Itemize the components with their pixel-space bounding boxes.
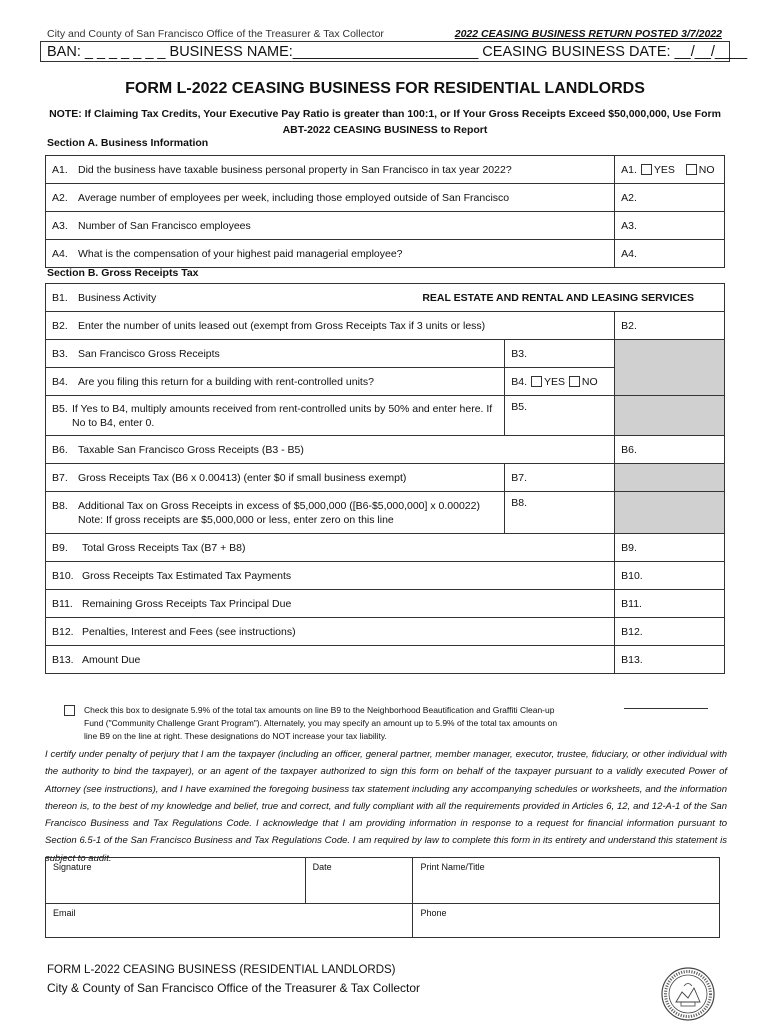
section-b-title: Section B. Gross Receipts Tax [47, 267, 199, 279]
b10-answer-field[interactable]: B10. [615, 562, 725, 590]
row-label: Business Activity [78, 291, 157, 304]
a4-answer-field[interactable]: A4. [615, 240, 725, 268]
row-number: A2. [52, 191, 68, 204]
section-a-title: Section A. Business Information [47, 137, 209, 149]
table-row [46, 646, 725, 674]
row-number: B2. [52, 319, 68, 332]
community-grant-designation [64, 704, 624, 743]
b3-answer-field[interactable]: B3. [505, 340, 615, 368]
row-label-cont: Note: If gross receipts are $5,000,000 or less, enter zero on this line [78, 513, 394, 526]
signature-label: Signature [53, 862, 92, 872]
table-row [46, 534, 725, 562]
designation-checkbox[interactable] [64, 705, 75, 716]
row-number: A3. [52, 219, 68, 232]
b2-answer-field[interactable]: B2. [615, 312, 725, 340]
row-label: Number of San Francisco employees [78, 219, 251, 232]
row-number: B8. [52, 499, 68, 512]
row-label: Additional Tax on Gross Receipts in excess of $5,000,000 ([B6-$5,000,000] x 0.00022) [78, 499, 480, 512]
form-title: FORM L-2022 CEASING BUSINESS FOR RESIDENTIAL LANDLORDS [125, 80, 645, 97]
table-row [46, 618, 725, 646]
email-label: Email [53, 908, 76, 918]
form-note: NOTE: If Claiming Tax Credits, Your Executive Pay Ratio is greater than 100:1, or If Your Gross Receipts Exceed $50,000,000, Use Form ABT-2022 CEASING BUSINESS to Report [49, 108, 721, 136]
b6-answer-field[interactable]: B6. [615, 436, 725, 464]
no-label: NO [698, 163, 715, 176]
row-number: B6. [52, 443, 68, 456]
print-name-field[interactable] [413, 858, 720, 904]
table-row [46, 464, 725, 492]
section-a-table [45, 155, 725, 268]
designation-amount-line[interactable] [624, 708, 708, 709]
row-number: A4. [52, 247, 68, 260]
table-row [46, 492, 725, 534]
posted-date-header: 2022 CEASING BUSINESS RETURN POSTED 3/7/2022 [454, 28, 722, 40]
signature-field[interactable] [46, 858, 306, 904]
row-number: B3. [52, 347, 68, 360]
row-label: Penalties, Interest and Fees (see instructions) [82, 625, 296, 638]
row-number: B4. [52, 375, 68, 388]
designation-text-line: line B9 on the line at right. These designations do NOT increase your tax liability. [84, 731, 387, 741]
shaded-cell [615, 396, 725, 436]
designation-text-line: Check this box to designate 5.9% of the total tax amounts on line B9 to the Neighborhood Beautification and Graffiti Clean-up [84, 705, 555, 715]
b7-answer-field[interactable]: B7. [505, 464, 615, 492]
table-row [46, 284, 725, 312]
row-number: B10. [52, 569, 74, 582]
phone-field[interactable] [413, 904, 720, 938]
signature-block [45, 857, 720, 938]
table-row [46, 396, 725, 436]
row-label: Average number of employees per week, including those employed outside of San Francisco [78, 191, 510, 204]
row-number: B13. [52, 653, 74, 666]
a3-answer-field[interactable]: A3. [615, 212, 725, 240]
row-number: B7. [52, 471, 68, 484]
table-row [46, 562, 725, 590]
answer-id: A1. [621, 163, 637, 176]
shaded-cell [615, 464, 725, 492]
shaded-cell [615, 340, 725, 396]
row-label: Taxable San Francisco Gross Receipts (B3 - B5) [78, 443, 304, 456]
business-activity-value: REAL ESTATE AND RENTAL AND LEASING SERVICES [422, 291, 694, 304]
table-row [46, 436, 725, 464]
b8-answer-field[interactable]: B8. [505, 492, 615, 534]
table-row [46, 590, 725, 618]
table-row [46, 184, 725, 212]
b13-answer-field[interactable]: B13. [615, 646, 725, 674]
answer-id: B4. [511, 375, 528, 388]
table-row [46, 240, 725, 268]
row-label: What is the compensation of your highest paid managerial employee? [78, 247, 403, 260]
yes-checkbox[interactable] [531, 376, 542, 387]
city-seal-icon [660, 966, 716, 1022]
date-label: Date [312, 862, 332, 872]
b12-answer-field[interactable]: B12. [615, 618, 725, 646]
row-label: Total Gross Receipts Tax (B7 + B8) [82, 541, 246, 554]
yes-label: YES [653, 163, 675, 176]
row-label: Are you filing this return for a building with rent-controlled units? [78, 375, 374, 388]
a2-answer-field[interactable]: A2. [615, 184, 725, 212]
no-checkbox[interactable] [686, 164, 697, 175]
row-label: Gross Receipts Tax Estimated Tax Payments [82, 569, 292, 582]
row-label: Did the business have taxable business personal property in San Francisco in tax year 2022? [78, 163, 512, 176]
no-checkbox[interactable] [569, 376, 580, 387]
row-number: B11. [52, 597, 73, 610]
row-number: B12. [52, 625, 74, 638]
no-label: NO [581, 375, 598, 388]
row-label: Amount Due [82, 653, 141, 666]
b9-answer-field[interactable]: B9. [615, 534, 725, 562]
certification-statement: I certify under penalty of perjury that I am the taxpayer (including an officer, general partner, member manager, executor, trustee, fiduciary, or other individual with the authority to bind the taxpayer), or an agent of the taxpayer authorized to sign this form on behalf of the taxpayer pursuant to a validly executed Power of Attorney (see instructions), and I have examined the foregoing business tax statement including any accompanying schedules or worksheets, and the information thereon is, to the best of my knowledge and belief, true and correct, and fully compliant with all the requirements provided in Articles 6, 12, and 12-A-1 of the San Francisco Business and Tax Regulations Code. I acknowledge that I am providing information in response to a request for financial information pursuant to Section 6.5-1 of the San Francisco Business and Tax Regulations Code. I am required by law to complete this form in its entirety and understand this statement is subject to audit. [45, 749, 727, 864]
b4-answer-cell [505, 368, 615, 396]
a1-answer-cell [615, 156, 725, 184]
table-row [46, 340, 725, 368]
row-label: If Yes to B4, multiply amounts received from rent-controlled units by 50% and enter here. If [72, 402, 493, 415]
row-number: B1. [52, 291, 68, 304]
row-label: Enter the number of units leased out (exempt from Gross Receipts Tax if 3 units or less) [78, 319, 486, 332]
table-row [46, 312, 725, 340]
shaded-cell [615, 492, 725, 534]
footer-office: City & County of San Francisco Office of the Treasurer & Tax Collector [47, 981, 421, 995]
section-b-table [45, 283, 725, 674]
yes-label: YES [543, 375, 565, 388]
ban-business-line[interactable]: BAN: _ _ _ _ _ _ _ BUSINESS NAME:_______________________ CEASING BUSINESS DATE: __/__/____ [40, 42, 730, 62]
table-row [46, 156, 725, 184]
row-number: A1. [52, 163, 68, 176]
row-label: San Francisco Gross Receipts [78, 347, 220, 360]
designation-text-line: Fund ("Community Challenge Grant Program"). Alternately, you may specify an amount up to 5.9% of the total tax amounts on [84, 718, 558, 728]
email-field[interactable] [46, 904, 413, 938]
row-number: B5. [52, 402, 68, 415]
row-label: Remaining Gross Receipts Tax Principal Due [82, 597, 292, 610]
table-row [46, 212, 725, 240]
office-header: City and County of San Francisco Office of the Treasurer & Tax Collector [47, 28, 384, 40]
row-number: B9. [52, 541, 68, 554]
b5-answer-field[interactable]: B5. [505, 396, 615, 436]
row-label: Gross Receipts Tax (B6 x 0.00413) (enter $0 if small business exempt) [78, 471, 407, 484]
footer-form-name: FORM L-2022 CEASING BUSINESS (RESIDENTIAL LANDLORDS) [47, 964, 396, 976]
yes-checkbox[interactable] [641, 164, 652, 175]
date-field[interactable] [305, 858, 413, 904]
row-label-cont: No to B4, enter 0. [72, 416, 155, 429]
print-name-label: Print Name/Title [420, 862, 485, 872]
b11-answer-field[interactable]: B11. [615, 590, 725, 618]
phone-label: Phone [420, 908, 447, 918]
